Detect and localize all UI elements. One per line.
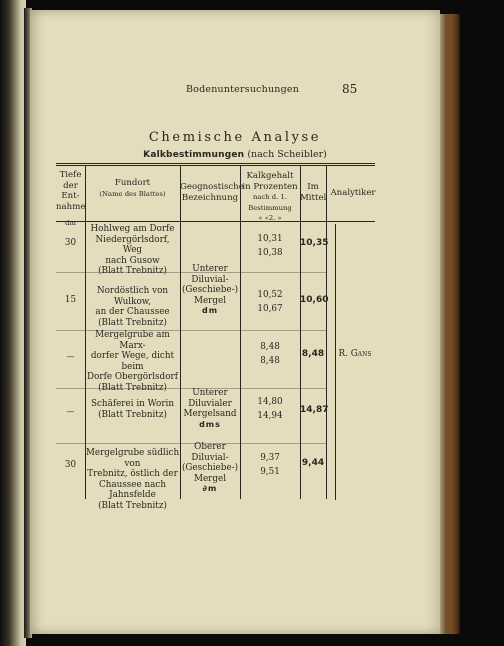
- geo-group-1-label: dm: [201, 306, 219, 316]
- row4-depth: —: [66, 407, 75, 416]
- row1-fundort-line: (Blatt Trebnitz): [98, 266, 167, 277]
- row2-kalk-2: 10,67: [257, 304, 283, 314]
- header-kalk-sub2: « «2. »: [258, 214, 282, 222]
- row1-fundort-line: Hohlweg am Dorfe: [90, 224, 175, 234]
- row4-fundort-line: (Blatt Trebnitz): [98, 409, 167, 420]
- row2-fundort-line: (Blatt Trebnitz): [98, 317, 167, 328]
- geo-group-2-label: dms: [199, 419, 221, 429]
- row1-kalk: [240, 232, 300, 260]
- geo-group-2-line: Mergelsand: [183, 409, 237, 420]
- page-number: 85: [342, 82, 358, 96]
- header-depth-line: Ent-: [61, 191, 80, 201]
- row3-kalk-2: 8,48: [260, 356, 280, 366]
- header-mittel-line: Mittel: [300, 192, 327, 203]
- header-geo-line: Bezeichnung: [181, 192, 239, 203]
- header-depth-line: der: [63, 180, 78, 191]
- running-title: Bodenuntersuchungen: [186, 84, 300, 95]
- row2-fundort-line: an der Chaussee: [95, 307, 170, 318]
- row3-fundort: [85, 330, 180, 394]
- header-kalk: [240, 171, 300, 224]
- row4-kalk: [240, 395, 300, 423]
- row5-fundort-line: Trebnitz, östlich der: [87, 469, 178, 480]
- row5-fundort-line: Mergelgrube südlich von: [85, 448, 180, 469]
- geo-group-1-line: Mergel: [193, 295, 227, 306]
- header-kalk-line: in Prozenten: [242, 181, 298, 192]
- header-geo-line: Geognostische: [180, 182, 244, 192]
- row2-fundort: [85, 286, 180, 328]
- geo-group-2-line: Diluvialer: [188, 398, 232, 409]
- table-header-rule: [56, 221, 375, 222]
- row1-fundort-line: Niedergörlsdorf, Weg: [95, 234, 170, 256]
- row3-fundort-line: Dorfe Obergörlsdorf: [87, 372, 178, 383]
- table-top-rule: [56, 163, 375, 164]
- subtitle-bold: Kalkbestimmungen: [143, 150, 245, 160]
- geo-group-1: [180, 264, 240, 317]
- row3-fundort-line: (Blatt Trebnitz): [98, 382, 167, 393]
- row5-fundort-line: (Blatt Trebnitz): [98, 500, 167, 511]
- geo-group-3-line: Mergel: [193, 473, 227, 484]
- geo-group-3-line: (Geschiebe-): [181, 463, 239, 474]
- row4-kalk-2: 14,94: [257, 411, 283, 421]
- header-fundort-sub: (Name des Blattes): [99, 189, 166, 198]
- geo-group-3-line: Oberer: [194, 442, 226, 452]
- header-fundort: [85, 178, 180, 199]
- table-top-rule-2: [56, 165, 375, 166]
- header-mittel: [300, 182, 326, 203]
- section-title: Chemische Analyse: [148, 130, 322, 145]
- header-kalk-sub: nach d. 1. Bestimmung: [248, 193, 292, 212]
- row1-kalk-2: 10,38: [257, 248, 283, 258]
- row1-fundort: [85, 224, 180, 277]
- row1-mittel: 10,35: [300, 238, 329, 248]
- row5-mittel: 9,44: [301, 458, 325, 468]
- row1-depth: 30: [64, 238, 77, 248]
- book-page: [30, 10, 440, 634]
- row2-kalk-1: 10,52: [257, 290, 283, 300]
- book-page-edge: [440, 14, 460, 634]
- row4-mittel: 14,87: [300, 405, 329, 415]
- analytiker-name: R. Gans: [338, 349, 372, 359]
- subtitle-rest: (nach Scheibler): [247, 149, 327, 160]
- row5-fundort-line: Chaussee nach Jahnsfelde: [98, 479, 167, 501]
- geo-group-3-line: Diluvial-: [191, 452, 229, 463]
- geo-group-3-label: ∂m: [202, 484, 218, 494]
- row4-kalk-1: 14,80: [257, 397, 283, 407]
- column-line: [300, 165, 301, 499]
- header-depth-line: Tiefe: [59, 170, 82, 180]
- geo-group-1-line: Unterer: [192, 264, 228, 274]
- header-depth-line: nahme: [56, 201, 86, 212]
- row1-kalk-1: 10,31: [257, 234, 283, 244]
- row4-fundort: [85, 399, 180, 420]
- row3-fundort-line: Mergelgrube am Marx-: [95, 330, 170, 351]
- geo-group-2-line: Unterer: [192, 388, 228, 398]
- header-kalk-line: Kalkgehalt: [246, 171, 294, 181]
- header-fundort-label: Fundort: [114, 178, 151, 188]
- row3-kalk-1: 8,48: [260, 342, 280, 352]
- row2-kalk: [240, 288, 300, 316]
- row2-fundort-line: Nordöstlich von Wulkow,: [96, 286, 169, 307]
- header-mittel-line: Im: [307, 182, 319, 192]
- section-subtitle: [30, 149, 440, 160]
- row2-mittel: 10,60: [300, 295, 329, 305]
- row5-kalk-1: 9,37: [260, 453, 280, 463]
- row4-fundort-line: Schäferei in Worin: [90, 399, 175, 409]
- row3-fundort-line: dorfer Wege, dicht beim: [90, 351, 175, 372]
- geo-group-3: [180, 442, 240, 495]
- geo-group-1-line: Diluvial-: [191, 274, 229, 285]
- row5-kalk: [240, 451, 300, 479]
- row5-fundort: [85, 448, 180, 512]
- row3-kalk: [240, 340, 300, 368]
- row3-mittel: 8,48: [301, 349, 325, 359]
- row5-kalk-2: 9,51: [260, 467, 280, 477]
- row1-fundort-line: nach Gusow: [105, 255, 160, 266]
- geo-group-1-line: (Geschiebe-): [181, 285, 239, 296]
- header-analytiker: Analytiker: [330, 188, 376, 198]
- analytiker-brace: [335, 224, 336, 500]
- header-depth-unit: dm: [65, 219, 76, 227]
- header-geo: [180, 182, 244, 203]
- book-left-page-edge: [0, 0, 26, 646]
- row5-depth: 30: [64, 460, 77, 470]
- row2-depth: 15: [64, 295, 77, 305]
- header-depth: [56, 170, 85, 229]
- geo-group-2: [180, 388, 240, 430]
- row3-depth: —: [66, 352, 75, 361]
- column-line: [326, 165, 327, 499]
